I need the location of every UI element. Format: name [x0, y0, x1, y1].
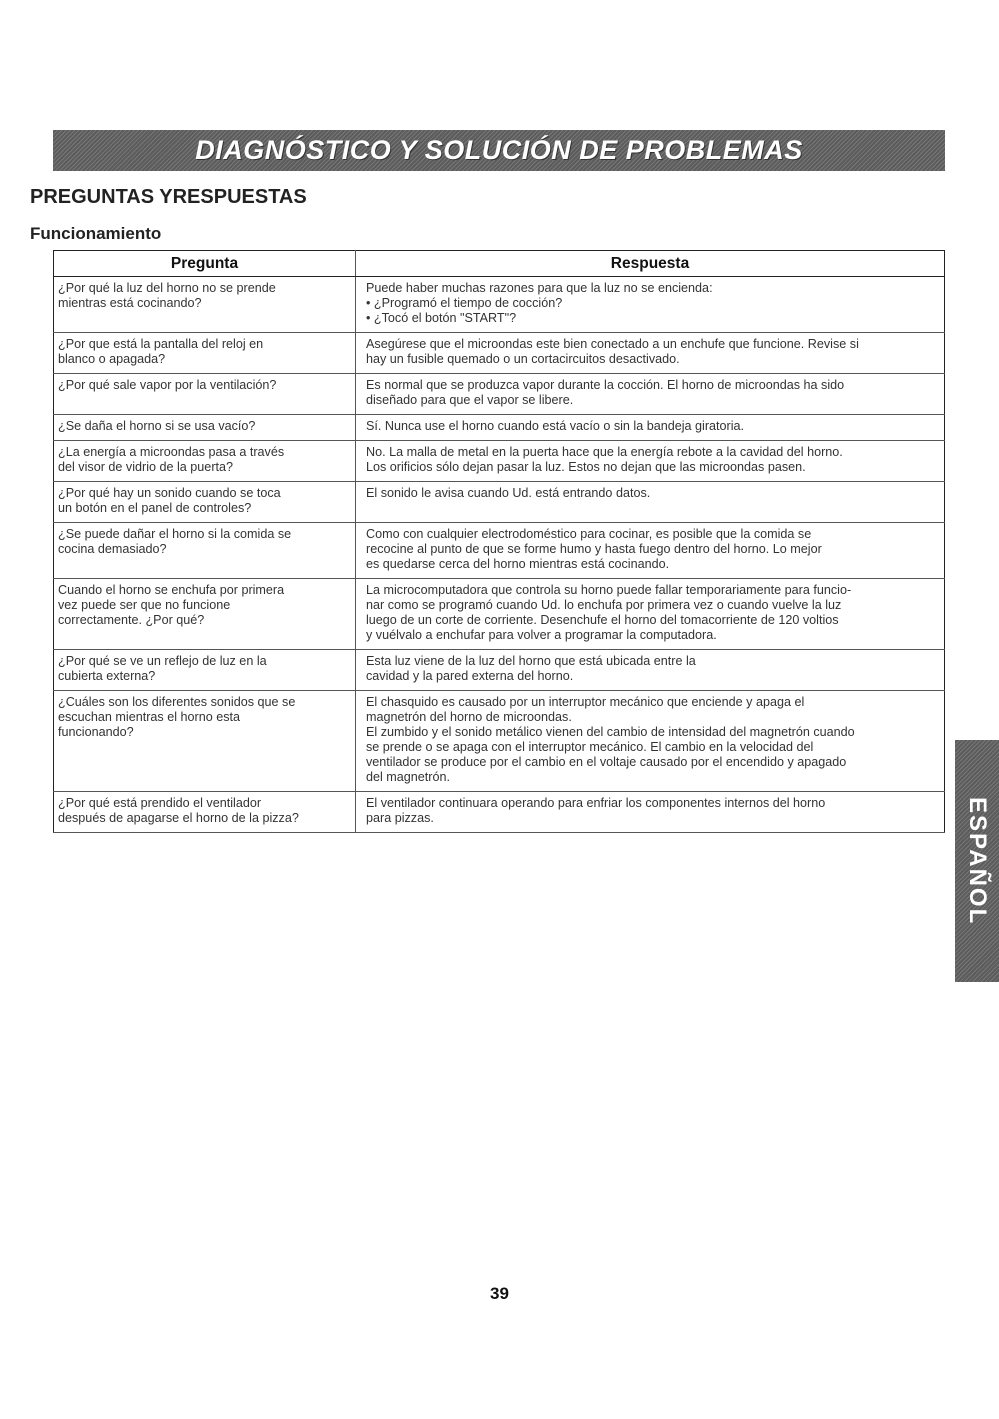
- answer-cell: [356, 792, 945, 833]
- question-cell: [54, 579, 356, 650]
- section-title: PREGUNTAS YRESPUESTAS: [30, 186, 307, 208]
- question-cell: [54, 523, 356, 579]
- table-row: [54, 441, 945, 482]
- question-cell: [54, 792, 356, 833]
- question-cell: [54, 374, 356, 415]
- question-text: ¿Se daña el horno si se usa vacío?: [58, 419, 256, 433]
- question-text: del visor de vidrio de la puerta?: [58, 460, 234, 474]
- answer-text: diseñado para que el vapor se libere.: [366, 393, 574, 407]
- header-banner: [53, 130, 945, 171]
- answer-text: Esta luz viene de la luz del horno que está ubicada entre la: [366, 654, 696, 668]
- answer-text: No. La malla de metal en la puerta hace que la energía rebote a la cavidad del horno.: [366, 445, 843, 459]
- question-cell: [54, 691, 356, 792]
- question-text: funcionando?: [58, 725, 134, 739]
- question-cell: [54, 482, 356, 523]
- question-cell: [54, 441, 356, 482]
- question-text: escuchan mientras el horno esta: [58, 710, 241, 724]
- banner-title: DIAGNÓSTICO Y SOLUCIÓN DE PROBLEMAS: [195, 135, 803, 165]
- table-row: [54, 691, 945, 792]
- answer-text: Los orificios sólo dejan pasar la luz. Estos no dejan que las microondas pasen.: [366, 460, 806, 474]
- answer-text: • ¿Programó el tiempo de cocción?: [366, 296, 563, 310]
- question-text: ¿Por qué está prendido el ventilador: [58, 796, 262, 810]
- answer-text: se prende o se apaga con el interruptor mecánico. El cambio en la velocidad del: [366, 740, 814, 754]
- table-header-row: [54, 251, 945, 277]
- answer-text: para pizzas.: [366, 811, 434, 825]
- question-text: ¿La energía a microondas pasa a través: [58, 445, 285, 459]
- qa-table: [53, 250, 945, 833]
- table-row: [54, 374, 945, 415]
- qa-table-body: [54, 277, 945, 833]
- subsection-title: Funcionamiento: [30, 224, 162, 243]
- question-text: correctamente. ¿Por qué?: [58, 613, 205, 627]
- answer-text: Puede haber muchas razones para que la luz no se encienda:: [366, 281, 713, 295]
- table-row: [54, 482, 945, 523]
- answer-text: cavidad y la pared externa del horno.: [366, 669, 574, 683]
- answer-text: nar como se programó cuando Ud. lo enchufa por primera vez o cuando vuelve la luz: [366, 598, 842, 612]
- question-text: cocina demasiado?: [58, 542, 167, 556]
- answer-cell: [356, 441, 945, 482]
- answer-cell: [356, 333, 945, 374]
- answer-cell: [356, 415, 945, 441]
- answer-cell: [356, 691, 945, 792]
- question-text: mientras está cocinando?: [58, 296, 202, 310]
- answer-text: Sí. Nunca use el horno cuando está vacío o sin la bandeja giratoria.: [366, 419, 745, 433]
- answer-text: ventilador se produce por el cambio en el voltaje causado por el encendido y apagado: [366, 755, 847, 769]
- table-row: [54, 277, 945, 333]
- question-cell: [54, 650, 356, 691]
- answer-text: del magnetrón.: [366, 770, 451, 784]
- question-text: ¿Se puede dañar el horno si la comida se: [58, 527, 292, 541]
- question-text: ¿Cuáles son los diferentes sonidos que se: [58, 695, 296, 709]
- answer-column-header: Respuesta: [356, 251, 945, 277]
- answer-cell: [356, 650, 945, 691]
- question-text: ¿Por qué hay un sonido cuando se toca: [58, 486, 281, 500]
- answer-cell: [356, 277, 945, 333]
- question-text: ¿Por qué la luz del horno no se prende: [58, 281, 276, 295]
- question-cell: [54, 277, 356, 333]
- question-text: blanco o apagada?: [58, 352, 166, 366]
- question-text: un botón en el panel de controles?: [58, 501, 252, 515]
- table-row: [54, 792, 945, 833]
- answer-text: es quedarse cerca del horno mientras está cocinando.: [366, 557, 670, 571]
- answer-text: • ¿Tocó el botón "START"?: [366, 311, 517, 325]
- answer-cell: [356, 523, 945, 579]
- table-row: [54, 333, 945, 374]
- answer-text: luego de un corte de corriente. Desenchufe el horno del tomacorriente de 120 voltios: [366, 613, 839, 627]
- question-column-header: Pregunta: [54, 251, 356, 277]
- answer-text: magnetrón del horno de microondas.: [366, 710, 572, 724]
- answer-text: recocine al punto de que se forme humo y hasta fuego dentro del horno. Lo mejor: [366, 542, 822, 556]
- table-row: [54, 523, 945, 579]
- answer-text: El chasquido es causado por un interruptor mecánico que enciende y apaga el: [366, 695, 805, 709]
- answer-text: El sonido le avisa cuando Ud. está entrando datos.: [366, 486, 651, 500]
- question-text: ¿Por qué se ve un reflejo de luz en la: [58, 654, 267, 668]
- question-cell: [54, 415, 356, 441]
- answer-text: El ventilador continuara operando para enfriar los componentes internos del horno: [366, 796, 826, 810]
- answer-text: hay un fusible quemado o un cortacircuitos desactivado.: [366, 352, 680, 366]
- question-text: cubierta externa?: [58, 669, 156, 683]
- answer-text: y vuélvalo a enchufar para volver a programar la computadora.: [366, 628, 717, 642]
- table-row: [54, 650, 945, 691]
- question-text: vez puede ser que no funcione: [58, 598, 231, 612]
- page-number: 39: [490, 1284, 509, 1303]
- question-text: Cuando el horno se enchufa por primera: [58, 583, 285, 597]
- language-side-tab: [955, 740, 999, 982]
- answer-cell: [356, 374, 945, 415]
- question-cell: [54, 333, 356, 374]
- answer-text: Asegúrese que el microondas este bien conectado a un enchufe que funcione. Revise si: [366, 337, 859, 351]
- answer-text: Como con cualquier electrodoméstico para cocinar, es posible que la comida se: [366, 527, 812, 541]
- question-text: después de apagarse el horno de la pizza?: [58, 811, 299, 825]
- answer-text: El zumbido y el sonido metálico vienen del cambio de intensidad del magnetrón cuando: [366, 725, 855, 739]
- answer-cell: [356, 482, 945, 523]
- table-row: [54, 579, 945, 650]
- answer-text: Es normal que se produzca vapor durante la cocción. El horno de microondas ha sido: [366, 378, 845, 392]
- question-text: ¿Por qué sale vapor por la ventilación?: [58, 378, 277, 392]
- table-row: [54, 415, 945, 441]
- language-label: ESPAÑOL: [964, 796, 991, 926]
- answer-text: La microcomputadora que controla su horno puede fallar temporariamente para funcio-: [366, 583, 852, 597]
- answer-cell: [356, 579, 945, 650]
- question-text: ¿Por que está la pantalla del reloj en: [58, 337, 264, 351]
